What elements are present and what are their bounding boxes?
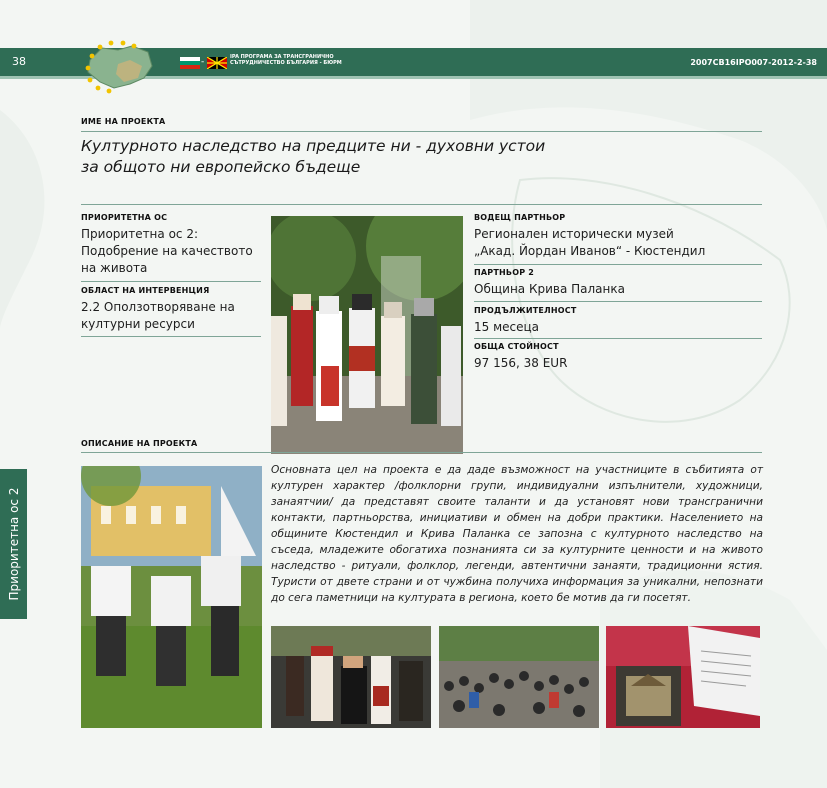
priority-axis-value	[81, 226, 266, 277]
project-code: 2007CB16IPO007-2012-2-38	[690, 58, 817, 67]
page-number: 38	[12, 55, 26, 68]
intervention-area-label: ОБЛАСТ НА ИНТЕРВЕНЦИЯ	[81, 286, 210, 295]
photo-festival-crowd	[439, 626, 599, 728]
partner-value: Община Крива Паланка	[474, 282, 625, 296]
side-tab-label: Приоритетна ос 2	[7, 487, 21, 601]
duration-value: 15 месеца	[474, 320, 540, 334]
photo-folk-group	[271, 216, 463, 454]
flag-separator: -	[201, 57, 205, 67]
divider	[474, 338, 762, 339]
intervention-area-line: 2.2 Оползотворяване на	[81, 300, 235, 314]
side-tab	[0, 469, 27, 619]
eu-stars-logo-icon	[78, 38, 158, 94]
project-title-line1: Културното наследство на предците ни - духовни устои	[81, 137, 546, 155]
lead-partner-value	[474, 226, 764, 260]
project-name-label: ИМЕ НА ПРОЕКТА	[81, 117, 166, 126]
lead-partner-line: „Акад. Йордан Иванов“ - Кюстендил	[474, 244, 706, 258]
priority-axis-label: ПРИОРИТЕТНА ОС	[81, 213, 168, 222]
divider	[81, 452, 762, 453]
divider	[81, 204, 762, 205]
photo-certificate-display	[606, 626, 760, 728]
lead-partner-line: Регионален исторически музей	[474, 227, 674, 241]
divider	[474, 264, 762, 265]
duration-label: ПРОДЪЛЖИТЕЛНОСТ	[474, 306, 577, 315]
partner-label: ПАРТНЬОР 2	[474, 268, 535, 277]
photo-costumed-dancers	[271, 626, 431, 728]
macedonia-flag-icon	[207, 57, 227, 69]
divider	[81, 336, 261, 337]
divider	[81, 131, 762, 132]
description-label: ОПИСАНИЕ НА ПРОЕКТА	[81, 439, 198, 448]
divider	[81, 281, 261, 282]
intervention-area-line: културни ресурси	[81, 317, 195, 331]
photo-children-playing	[81, 466, 262, 728]
program-name: IPA ПРОГРАМА ЗА ТРАНСГРАНИЧНО СЪТРУДНИЧЕСТВО БЪЛГАРИЯ - БЮРМ	[230, 54, 342, 66]
project-title	[81, 136, 601, 178]
intervention-area-value	[81, 299, 266, 333]
priority-axis-line: на живота	[81, 261, 148, 275]
lead-partner-label: ВОДЕЩ ПАРТНЬОР	[474, 213, 566, 222]
total-cost-label: ОБЩА СТОЙНОСТ	[474, 342, 559, 351]
description-text: Основната цел на проекта е да даде възможност на участниците в събитията от културен характер /фолклорни групи, индивидуални изпълнители, художници, занаятчии/ да представят своите таланти и да установят нови трансгранични контакти, партньорства, инициативи и обмен на добри практики. Населението на общините Кюстендил и Крива Паланка се запозна с културното наследство на съседа, младежите обогатиха познанията си за културните ценности и на живото наследство - ритуали, фолклор, легенди, автентични занаяти, традиционни ястия. Туристи от двете страни и от чужбина получиха информация за уникални, непознати до сега паметници на културата в региона, което бе мотив да ги посетят.	[271, 464, 763, 604]
priority-axis-line: Приоритетна ос 2:	[81, 227, 199, 241]
priority-axis-line: Подобрение на качеството	[81, 244, 253, 258]
bulgaria-flag-icon	[180, 57, 200, 69]
total-cost-value: 97 156, 38 EUR	[474, 356, 568, 370]
divider	[474, 301, 762, 302]
project-title-line2: за общото ни европейско бъдеще	[81, 158, 361, 176]
